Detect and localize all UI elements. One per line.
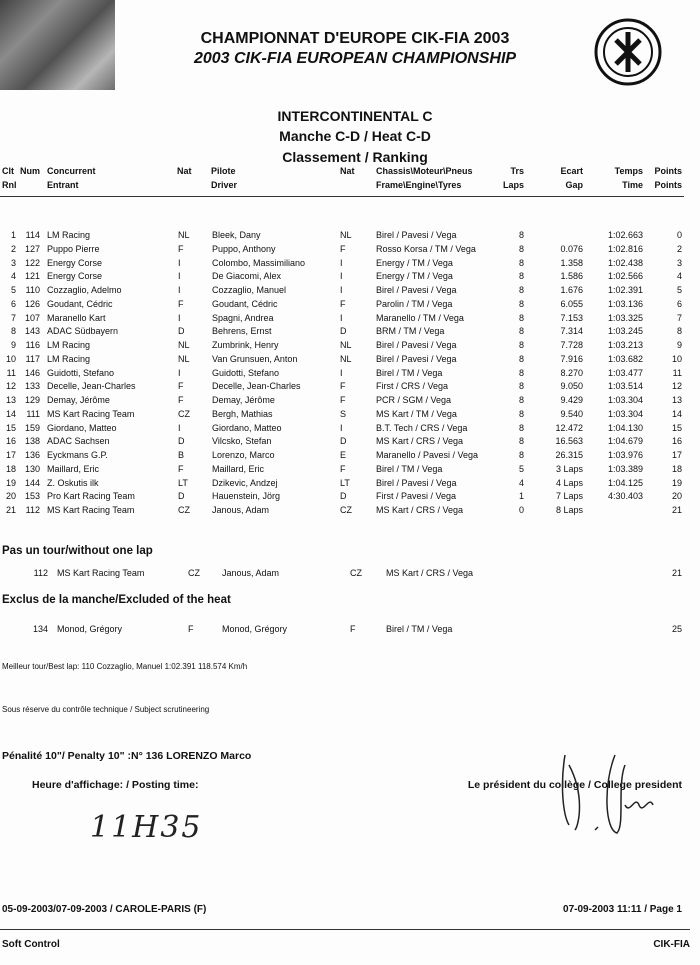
posting-time: 11H35	[90, 810, 203, 845]
cell-entrant: MS Kart Racing Team	[47, 505, 135, 515]
cell-time: 1:04.130	[607, 422, 643, 433]
cell-position: 17	[5, 450, 16, 460]
cell-gap: 26.315	[555, 450, 583, 460]
title-fr: CHAMPIONNAT D'EUROPE CIK-FIA 2003	[200, 30, 510, 47]
cell-entrant-nat: I	[178, 285, 181, 295]
cell-points: 21	[671, 568, 682, 578]
cell-driver: Decelle, Jean-Charles	[212, 381, 301, 392]
cell-driver: De Giacomi, Alex	[212, 271, 282, 282]
cell-driver-nat: F	[340, 381, 346, 392]
cell-points: 9	[676, 340, 682, 350]
cell-laps: 8	[518, 257, 524, 268]
cell-entrant-nat: F	[178, 381, 184, 392]
cell-frame: Birel / Pavesi / Vega	[376, 230, 457, 240]
cell-position: 12	[5, 381, 16, 392]
cell-num: 126	[24, 298, 40, 309]
cell-num: 134	[32, 624, 48, 634]
cell-entrant: LM Racing	[47, 353, 91, 364]
cell-driver: Maillard, Eric	[212, 463, 265, 474]
cell-entrant: ADAC Sachsen	[47, 436, 110, 447]
cell-frame: Energy / TM / Vega	[376, 271, 453, 282]
cell-frame: Birel / TM / Vega	[376, 463, 443, 474]
cell-time: 1:02.816	[607, 243, 643, 254]
cell-frame: Birel / TM / Vega	[386, 624, 453, 634]
cell-position: 5	[10, 285, 16, 295]
cell-frame: Rosso Korsa / TM / Vega	[376, 243, 476, 254]
cell-driver: Zumbrink, Henry	[212, 340, 279, 350]
cell-driver-nat: E	[340, 450, 347, 460]
col-frame: Chassis\Moteur\Pneus	[376, 166, 473, 176]
col-time-2: Time	[622, 180, 643, 190]
col-frame-2: Frame\Engine\Tyres	[376, 180, 462, 190]
cell-gap: 0.076	[560, 243, 583, 254]
cell-num: 116	[25, 340, 40, 350]
cell-frame: Maranello / Pavesi / Vega	[376, 450, 479, 460]
cell-laps: 8	[518, 367, 524, 378]
cell-driver-nat: CZ	[340, 505, 352, 515]
cell-entrant: Cozzaglio, Adelmo	[47, 285, 122, 295]
cell-driver-nat: F	[340, 243, 346, 254]
cell-position: 18	[5, 463, 16, 474]
cell-driver-nat: NL	[340, 340, 352, 350]
cell-entrant: Pro Kart Racing Team	[47, 491, 135, 502]
cell-time: 1:02.663	[607, 230, 643, 240]
cell-gap: 7 Laps	[555, 491, 583, 502]
cell-entrant-nat: CZ	[178, 505, 190, 515]
col-points: Points	[654, 166, 682, 176]
cell-time: 1:03.325	[607, 312, 643, 323]
cell-points: 12	[671, 381, 682, 392]
cell-position: 10	[5, 353, 16, 364]
col-gap: Ecart	[560, 166, 583, 176]
cell-time: 1:02.391	[607, 285, 643, 295]
cell-time: 1:03.245	[607, 326, 643, 337]
best-lap: Meilleur tour/Best lap: 110 Cozzaglio, Manuel 1:02.391 118.574 Km/h	[2, 662, 248, 671]
cell-laps: 1	[518, 491, 524, 502]
cell-entrant-nat: F	[188, 624, 194, 634]
cell-entrant-nat: I	[178, 367, 181, 378]
cell-entrant-nat: NL	[178, 340, 190, 350]
cell-entrant: Puppo Pierre	[47, 243, 100, 254]
cell-position: 21	[5, 505, 16, 515]
cell-driver: Dzikevic, Andzej	[212, 477, 278, 488]
cell-entrant-nat: F	[178, 463, 184, 474]
cell-position: 4	[10, 271, 16, 282]
cell-points: 17	[671, 450, 682, 460]
cell-gap: 16.563	[555, 436, 583, 447]
cell-gap: 9.050	[560, 381, 583, 392]
cell-points: 0	[676, 230, 682, 240]
cell-entrant: LM Racing	[47, 340, 91, 350]
cell-frame: First / CRS / Vega	[376, 381, 449, 392]
cell-gap: 12.472	[555, 422, 583, 433]
cell-entrant-nat: D	[178, 326, 185, 337]
cell-points: 19	[671, 477, 682, 488]
cell-frame: BRM / TM / Vega	[376, 326, 445, 337]
cell-driver: Guidotti, Stefano	[212, 367, 280, 378]
col-laps: Trs	[510, 166, 524, 176]
col-nat2: Nat	[340, 166, 355, 176]
cell-frame: Parolin / TM / Vega	[376, 298, 453, 309]
cell-driver-nat: F	[350, 624, 356, 634]
cell-num: 146	[24, 367, 40, 378]
cell-points: 7	[676, 312, 682, 323]
president-signature	[555, 745, 665, 840]
cell-driver-nat: NL	[340, 230, 352, 240]
cell-driver-nat: D	[340, 326, 347, 337]
cell-num: 129	[24, 395, 40, 405]
cell-time: 1:04.125	[607, 477, 643, 488]
cell-entrant: MS Kart Racing Team	[57, 568, 145, 578]
cell-entrant-nat: D	[178, 491, 185, 502]
cell-laps: 8	[518, 422, 524, 433]
cell-gap: 6.055	[560, 298, 583, 309]
cell-driver: Spagni, Andrea	[212, 312, 274, 323]
cell-entrant-nat: B	[178, 450, 185, 460]
cell-position: 2	[10, 243, 16, 254]
cell-driver: Janous, Adam	[212, 505, 270, 515]
cell-points: 16	[671, 436, 682, 447]
cell-points: 6	[676, 298, 682, 309]
cell-entrant-nat: CZ	[178, 408, 190, 419]
cell-frame: Birel / Pavesi / Vega	[376, 477, 457, 488]
cell-points: 11	[672, 367, 682, 378]
cell-laps: 8	[518, 408, 524, 419]
cell-entrant: Goudant, Cédric	[47, 298, 113, 309]
cell-entrant: LM Racing	[47, 230, 91, 240]
col-entrant: Concurrent	[47, 166, 96, 176]
cell-driver: Bergh, Mathias	[212, 408, 273, 419]
cell-gap: 1.586	[560, 271, 583, 282]
cell-laps: 8	[518, 450, 524, 460]
cell-num: 138	[24, 436, 40, 447]
cell-entrant-nat: NL	[178, 353, 190, 364]
cell-driver-nat: CZ	[350, 568, 362, 578]
cell-position: 3	[10, 257, 16, 268]
col-cl: Clt	[2, 166, 14, 176]
cell-entrant: Energy Corse	[47, 257, 103, 268]
cell-num: 144	[24, 477, 40, 488]
cell-entrant-nat: LT	[178, 477, 188, 488]
cell-entrant-nat: F	[178, 243, 184, 254]
cell-frame: PCR / SGM / Vega	[376, 395, 452, 405]
cell-driver-nat: F	[340, 298, 346, 309]
cell-time: 1:03.976	[607, 450, 643, 460]
cell-frame: Birel / Pavesi / Vega	[376, 340, 457, 350]
cell-driver-nat: I	[340, 257, 343, 268]
cell-gap: 7.314	[560, 326, 583, 337]
cell-frame: MS Kart / CRS / Vega	[376, 436, 464, 447]
cell-entrant: Decelle, Jean-Charles	[47, 381, 136, 392]
cell-points: 2	[676, 243, 682, 254]
cell-entrant: Z. Oskutis ilk	[47, 477, 99, 488]
cell-num: 143	[24, 326, 40, 337]
cell-laps: 8	[518, 243, 524, 254]
cell-num: 112	[33, 568, 48, 578]
cell-num: 136	[24, 450, 40, 460]
cell-driver: Hauenstein, Jörg	[212, 491, 281, 502]
cell-entrant: Maranello Kart	[47, 312, 106, 323]
col-cl-2: Rnl	[2, 180, 17, 190]
category: INTERCONTINENTAL C	[277, 108, 433, 124]
cell-points: 8	[676, 326, 682, 337]
cell-entrant-nat: I	[178, 312, 181, 323]
heat: Manche C-D / Heat C-D	[279, 128, 431, 144]
cell-driver: Puppo, Anthony	[212, 243, 276, 254]
no-lap-title: Pas un tour/without one lap	[2, 545, 153, 557]
cell-entrant: Guidotti, Stefano	[47, 367, 115, 378]
col-laps-2: Laps	[502, 180, 524, 190]
cell-entrant-nat: NL	[178, 230, 190, 240]
cell-entrant: Demay, Jérôme	[47, 395, 110, 405]
cell-time: 1:03.304	[607, 395, 643, 405]
cell-num: 110	[25, 285, 40, 295]
cell-num: 117	[25, 353, 40, 364]
cell-points: 14	[671, 408, 682, 419]
excluded-title: Exclus de la manche/Excluded of the heat	[2, 594, 231, 606]
cell-laps: 8	[518, 285, 524, 295]
president-label: Le président du collège / College president	[467, 779, 682, 791]
col-gap-2: Gap	[565, 180, 583, 190]
cell-position: 20	[5, 491, 16, 502]
cell-entrant: Maillard, Eric	[47, 463, 100, 474]
cell-driver: Bleek, Dany	[212, 230, 261, 240]
cell-driver-nat: F	[340, 463, 346, 474]
cell-laps: 4	[518, 477, 524, 488]
cell-num: 130	[24, 463, 40, 474]
footer-event: 05-09-2003/07-09-2003 / CAROLE-PARIS (F)	[2, 904, 207, 915]
cell-points: 4	[676, 271, 682, 282]
col-entrant-2: Entrant	[47, 180, 79, 190]
cell-laps: 8	[518, 312, 524, 323]
cell-time: 4:30.403	[607, 491, 643, 502]
cell-position: 14	[5, 408, 16, 419]
cell-driver-nat: I	[340, 422, 343, 433]
col-driver-2: Driver	[211, 180, 238, 190]
cell-driver-nat: D	[340, 436, 347, 447]
cell-frame: B.T. Tech / CRS / Vega	[376, 422, 468, 433]
cell-position: 19	[5, 477, 16, 488]
cell-time: 1:02.566	[607, 271, 643, 282]
footer-page: 07-09-2003 11:11 / Page 1	[563, 904, 682, 915]
title-en: 2003 CIK-FIA EUROPEAN CHAMPIONSHIP	[193, 50, 517, 67]
cell-points: 20	[671, 491, 682, 502]
cell-frame: MS Kart / CRS / Vega	[376, 505, 464, 515]
cell-laps: 8	[518, 271, 524, 282]
cell-time: 1:03.514	[607, 381, 643, 392]
cell-entrant-nat: CZ	[188, 568, 200, 578]
cell-time: 1:03.477	[607, 367, 643, 378]
cell-position: 11	[6, 367, 16, 378]
cell-driver: Demay, Jérôme	[212, 395, 275, 405]
cell-gap: 1.358	[560, 257, 583, 268]
cell-laps: 8	[518, 326, 524, 337]
cell-frame: Birel / Pavesi / Vega	[376, 353, 457, 364]
footer-software: Soft Control	[2, 939, 60, 950]
cell-num: 121	[24, 271, 40, 282]
cell-driver: Colombo, Massimiliano	[212, 257, 306, 268]
posting-time-label: Heure d'affichage: / Posting time:	[32, 779, 199, 791]
cell-entrant-nat: I	[178, 257, 181, 268]
cell-points: 25	[671, 624, 682, 634]
cell-frame: Birel / TM / Vega	[376, 367, 443, 378]
cell-num: 107	[24, 312, 40, 323]
cell-entrant-nat: I	[178, 422, 181, 433]
cell-driver-nat: I	[340, 271, 343, 282]
cell-time: 1:03.389	[607, 463, 643, 474]
col-time: Temps	[614, 166, 643, 176]
cell-laps: 8	[518, 340, 524, 350]
cell-driver: Goudant, Cédric	[212, 298, 278, 309]
footer-org: CIK-FIA	[653, 939, 690, 950]
cell-entrant: MS Kart Racing Team	[47, 408, 135, 419]
cell-position: 13	[5, 395, 16, 405]
cell-gap: 8 Laps	[555, 505, 583, 515]
cell-frame: Energy / TM / Vega	[376, 257, 453, 268]
cell-num: 114	[25, 230, 40, 240]
cell-driver: Monod, Grégory	[222, 624, 288, 634]
cell-points: 15	[671, 422, 682, 433]
cell-driver: Van Grunsuen, Anton	[212, 353, 298, 364]
cell-time: 1:03.682	[607, 353, 643, 364]
cell-gap: 8.270	[560, 367, 583, 378]
cell-position: 6	[10, 298, 16, 309]
cell-laps: 5	[518, 463, 524, 474]
cell-num: 127	[24, 243, 40, 254]
cell-num: 122	[24, 257, 40, 268]
cell-frame: Birel / Pavesi / Vega	[376, 285, 457, 295]
cell-num: 133	[24, 381, 40, 392]
cell-points: 13	[671, 395, 682, 405]
cell-frame: MS Kart / CRS / Vega	[386, 568, 474, 578]
cell-entrant-nat: D	[178, 436, 185, 447]
cell-frame: First / Pavesi / Vega	[376, 491, 457, 502]
cell-laps: 8	[518, 395, 524, 405]
cell-num: 159	[24, 422, 40, 433]
cell-time: 1:04.679	[607, 436, 643, 447]
cell-num: 111	[26, 408, 40, 419]
cell-time: 1:03.213	[607, 340, 643, 350]
cell-gap: 9.429	[560, 395, 583, 405]
cell-driver: Behrens, Ernst	[212, 326, 272, 337]
cell-points: 5	[676, 285, 682, 295]
cell-driver: Janous, Adam	[222, 568, 280, 578]
scrutineering-note: Sous réserve du contrôle technique / Subject scrutineering	[2, 705, 210, 714]
cell-position: 8	[10, 326, 16, 337]
cell-driver: Lorenzo, Marco	[212, 450, 275, 460]
cell-position: 16	[5, 436, 16, 447]
cell-position: 9	[10, 340, 16, 350]
cell-laps: 8	[518, 353, 524, 364]
cell-driver-nat: I	[340, 367, 343, 378]
cell-driver-nat: D	[340, 491, 347, 502]
col-num: Num	[20, 166, 40, 176]
col-points-2: Points	[654, 180, 682, 190]
cell-entrant: Giordano, Matteo	[47, 422, 117, 433]
cell-time: 1:03.136	[607, 298, 643, 309]
cell-laps: 8	[518, 298, 524, 309]
cell-entrant-nat: F	[178, 298, 184, 309]
cell-position: 15	[5, 422, 16, 433]
cell-driver-nat: NL	[340, 353, 352, 364]
footer-divider	[0, 929, 690, 930]
cell-time: 1:02.438	[607, 257, 643, 268]
cell-gap: 7.153	[560, 312, 583, 323]
cell-time: 1:03.304	[607, 408, 643, 419]
cell-points: 18	[671, 463, 682, 474]
cell-position: 7	[10, 312, 16, 323]
cell-frame: MS Kart / TM / Vega	[376, 408, 457, 419]
cell-driver-nat: I	[340, 285, 343, 295]
cell-entrant-nat: I	[178, 271, 181, 282]
cell-gap: 1.676	[560, 285, 583, 295]
cell-entrant: ADAC Südbayern	[47, 326, 119, 337]
cell-driver-nat: LT	[340, 477, 350, 488]
cell-laps: 8	[518, 381, 524, 392]
penalty-note: Pénalité 10"/ Penalty 10" :N° 136 LORENZO Marco	[2, 750, 252, 762]
cell-entrant: Energy Corse	[47, 271, 103, 282]
cell-entrant-nat: F	[178, 395, 184, 405]
cell-driver: Giordano, Matteo	[212, 422, 282, 433]
cell-points: 10	[671, 353, 682, 364]
cell-points: 21	[671, 505, 682, 515]
cell-driver-nat: F	[340, 395, 346, 405]
cell-points: 3	[676, 257, 682, 268]
header-divider	[0, 196, 684, 197]
cell-driver: Vilcsko, Stefan	[212, 436, 272, 447]
cell-gap: 4 Laps	[555, 477, 583, 488]
cell-num: 112	[25, 505, 40, 515]
cell-driver-nat: S	[340, 408, 347, 419]
cell-laps: 0	[518, 505, 524, 515]
cell-entrant: Monod, Grégory	[57, 624, 123, 634]
ranking: Classement / Ranking	[282, 149, 428, 165]
cell-frame: Maranello / TM / Vega	[376, 312, 464, 323]
cell-gap: 7.916	[560, 353, 583, 364]
col-driver: Pilote	[211, 166, 236, 176]
cell-laps: 8	[518, 230, 524, 240]
cell-position: 1	[10, 230, 16, 240]
cell-gap: 3 Laps	[555, 463, 583, 474]
cell-num: 153	[24, 491, 40, 502]
cell-entrant: Eyckmans G.P.	[47, 450, 108, 460]
col-nat1: Nat	[177, 166, 192, 176]
cell-laps: 8	[518, 436, 524, 447]
cell-gap: 7.728	[560, 340, 583, 350]
cell-driver-nat: I	[340, 312, 343, 323]
cell-gap: 9.540	[560, 408, 583, 419]
cell-driver: Cozzaglio, Manuel	[212, 285, 287, 295]
